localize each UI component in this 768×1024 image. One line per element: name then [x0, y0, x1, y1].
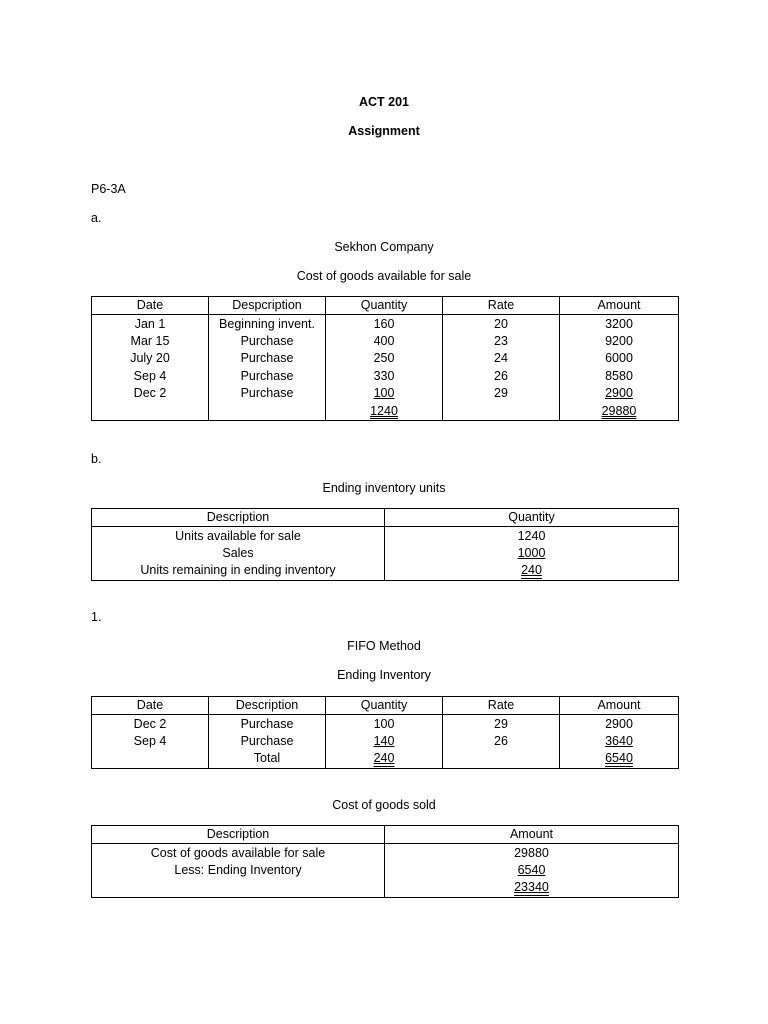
column-header: Quantity: [326, 697, 443, 715]
cell-quantity: 330: [326, 368, 443, 385]
underlined-value: 140: [373, 733, 395, 748]
fifo-ending-inventory-table: [91, 696, 679, 769]
table-row: [92, 315, 679, 333]
double-underlined-total: 240: [373, 751, 395, 766]
ending-inventory-title: Ending Inventory: [337, 668, 431, 682]
cell-quantity: [326, 733, 443, 750]
cell-total-amount: [560, 402, 679, 420]
cell-amount: 6000: [560, 350, 679, 367]
cell-empty: [443, 402, 560, 420]
cell-description: Purchase: [209, 715, 326, 733]
cell-description: Purchase: [209, 368, 326, 385]
cell-amount: 8580: [560, 368, 679, 385]
cell-amount: 29880: [385, 844, 679, 862]
cell-amount: [560, 733, 679, 750]
cell-total-quantity: [326, 402, 443, 420]
fifo-method-title: FIFO Method: [347, 639, 421, 653]
cell-description: Purchase: [209, 385, 326, 402]
cell-empty: [92, 750, 209, 768]
cell-description: Purchase: [209, 350, 326, 367]
cell-date: Sep 4: [92, 733, 209, 750]
cell-amount: [385, 862, 679, 879]
table-row: [92, 862, 679, 879]
table-row: [92, 715, 679, 733]
table-header-row: [92, 697, 679, 715]
cogs-table: [91, 825, 679, 898]
part-a-label: a.: [91, 211, 102, 225]
cell-description: Units available for sale: [92, 527, 385, 545]
table-row: [92, 844, 679, 862]
underlined-value: 3640: [605, 733, 633, 748]
cell-empty: [92, 402, 209, 420]
column-header: Amount: [385, 826, 679, 844]
cell-quantity: 1240: [385, 527, 679, 545]
cell-quantity: 400: [326, 333, 443, 350]
cell-description: Cost of goods available for sale: [92, 844, 385, 862]
company-name: Sekhon Company: [334, 240, 434, 254]
problem-number: P6-3A: [91, 182, 126, 196]
underlined-value: 1000: [517, 545, 546, 560]
cell-amount: 9200: [560, 333, 679, 350]
double-underlined-total: 6540: [605, 751, 633, 766]
double-underlined-total: 1240: [370, 403, 398, 418]
part-1-label: 1.: [91, 610, 102, 624]
column-header: Description: [209, 697, 326, 715]
cell-rate: 24: [443, 350, 560, 367]
cell-description: Sales: [92, 545, 385, 562]
cell-quantity: [326, 385, 443, 402]
table-row: [92, 350, 679, 367]
cell-total-label: Total: [209, 750, 326, 768]
cell-quantity: 100: [326, 715, 443, 733]
cell-date: Dec 2: [92, 385, 209, 402]
part-b-label: b.: [91, 452, 102, 466]
cell-description: Purchase: [209, 733, 326, 750]
cell-quantity: [385, 562, 679, 580]
cell-quantity: 160: [326, 315, 443, 333]
cell-amount: [560, 385, 679, 402]
cell-date: Dec 2: [92, 715, 209, 733]
column-header: Description: [92, 509, 385, 527]
table-row: [92, 368, 679, 385]
table-row: [92, 333, 679, 350]
ending-units-table: [91, 508, 679, 581]
cell-date: Sep 4: [92, 368, 209, 385]
assignment-title: Assignment: [348, 124, 420, 138]
cell-quantity: [385, 545, 679, 562]
cell-description: Less: Ending Inventory: [92, 862, 385, 879]
cell-date: July 20: [92, 350, 209, 367]
cell-date: Jan 1: [92, 315, 209, 333]
cell-rate: 26: [443, 368, 560, 385]
cell-rate: 20: [443, 315, 560, 333]
underlined-value: 6540: [517, 862, 546, 877]
table-header-row: [92, 509, 679, 527]
double-underlined-total: 23340: [514, 880, 549, 895]
course-title: ACT 201: [358, 95, 410, 109]
cell-total-amount: [385, 879, 679, 897]
column-header: Amount: [560, 297, 679, 315]
cell-total-quantity: [326, 750, 443, 768]
table-row: [92, 545, 679, 562]
column-header: Despcription: [209, 297, 326, 315]
cell-date: Mar 15: [92, 333, 209, 350]
cell-amount: 2900: [560, 715, 679, 733]
cell-rate: 29: [443, 715, 560, 733]
cell-rate: 23: [443, 333, 560, 350]
table-total-row: [92, 879, 679, 897]
table-row: [92, 733, 679, 750]
column-header: Date: [92, 697, 209, 715]
cell-description: Beginning invent.: [209, 315, 326, 333]
ending-units-title: Ending inventory units: [322, 481, 446, 495]
column-header: Rate: [443, 297, 560, 315]
cell-rate: 26: [443, 733, 560, 750]
cell-description: Units remaining in ending inventory: [92, 562, 385, 580]
cogs-available-title: Cost of goods available for sale: [296, 269, 472, 283]
table-row: [92, 527, 679, 545]
cogs-available-table: [91, 296, 679, 421]
double-underlined-total: 240: [521, 563, 542, 578]
table-total-row: [92, 750, 679, 768]
column-header: Quantity: [326, 297, 443, 315]
underlined-value: 2900: [605, 386, 633, 401]
cell-description: Purchase: [209, 333, 326, 350]
cell-total-amount: [560, 750, 679, 768]
column-header: Quantity: [385, 509, 679, 527]
double-underlined-total: 29880: [601, 403, 637, 418]
table-row: [92, 562, 679, 580]
table-row: [92, 385, 679, 402]
table-header-row: [92, 297, 679, 315]
column-header: Amount: [560, 697, 679, 715]
table-header-row: [92, 826, 679, 844]
cogs-title: Cost of goods sold: [332, 798, 436, 812]
cell-empty: [209, 402, 326, 420]
table-total-row: [92, 402, 679, 420]
column-header: Description: [92, 826, 385, 844]
cell-quantity: 250: [326, 350, 443, 367]
column-header: Date: [92, 297, 209, 315]
cell-rate: 29: [443, 385, 560, 402]
cell-empty: [443, 750, 560, 768]
column-header: Rate: [443, 697, 560, 715]
cell-amount: 3200: [560, 315, 679, 333]
cell-empty: [92, 879, 385, 897]
underlined-value: 100: [373, 386, 395, 401]
